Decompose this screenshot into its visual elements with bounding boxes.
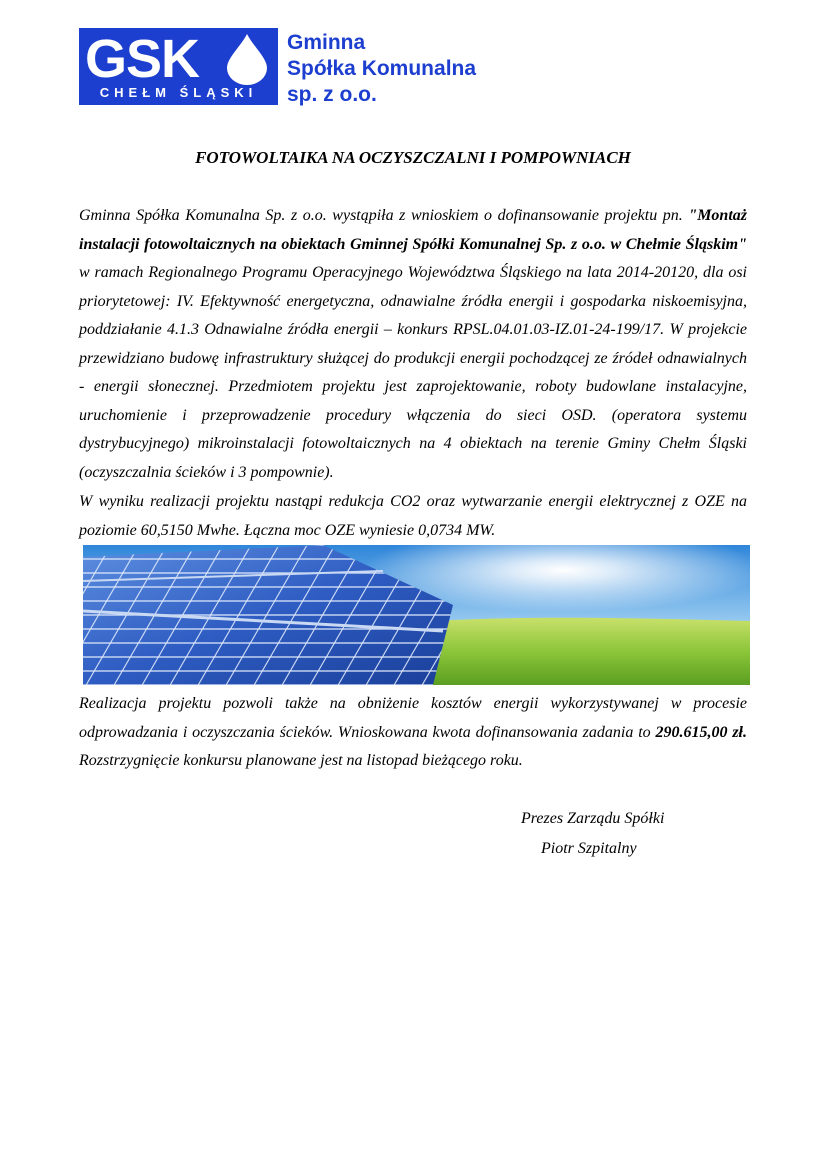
project-name: "Montaż instalacji fotowoltaicznych na obiektach Gminnej Spółki Komunalnej Sp. z o.o. w Chełmie Śląskim": [79, 207, 747, 253]
solar-panels-photo: [83, 545, 750, 685]
company-name-line: sp. z o.o.: [287, 83, 377, 106]
paragraph-text: w ramach Regionalnego Programu Operacyjnego Województwa Śląskiego na lata 2014-20120, dla osi priorytetowej: IV. Efektywność energetyczna, odnawialne źródła energii i gospodarka niskoemisyjna, poddziałanie 4.1.3 Odnawialne źródła energii – konkurs RPSL.04.01.03-IZ.01-24-199/17. W projekcie przewidziano budowę infrastruktury służącej do produkcji energii pochodzącej ze źródeł odnawialnych - energii słonecznej. Przedmiotem projektu jest zaprojektowanie, roboty budowlane instalacyjne, uruchomienie i przeprowadzenie procedury włączenia do sieci OSD. (operatora systemu dystrybucyjnego) mikroinstalacji fotowoltaicznych na 4 obiektach na terenie Gminy Chełm Śląski (oczyszczalnia ścieków i 3 pompownie).: [79, 264, 747, 481]
paragraph-cost-savings: [79, 690, 747, 776]
funding-amount: 290.615,00 zł.: [655, 723, 747, 741]
logo-town: CHEŁM ŚLĄSKI: [99, 85, 258, 100]
company-name-line: Gminna: [287, 31, 366, 54]
company-name: [287, 30, 476, 108]
paragraph-text: Realizacja projektu pozwoli także na obniżenie kosztów energii wykorzystywanej w procesie odprowadzania i oczyszczania ścieków. Wnioskowana kwota dofinansowania zadania to: [79, 695, 747, 741]
logo-abbreviation: GSK: [85, 29, 200, 89]
paragraph-text: Gminna Spółka Komunalna Sp. z o.o. wystąpiła z wnioskiem o dofinansowanie projektu pn.: [79, 207, 689, 224]
paragraph-project-description: [79, 202, 747, 487]
paragraph-text: Rozstrzygnięcie konkursu planowane jest na listopad bieżącego roku.: [79, 752, 523, 769]
paragraph-results: W wyniku realizacji projektu nastąpi redukcja CO2 oraz wytwarzanie energii elektrycznej z OZE na poziomie 60,5150 Mwhe. Łączna moc OZE wyniesie 0,0734 MW.: [79, 493, 747, 539]
company-logo: [79, 28, 278, 105]
document-title: FOTOWOLTAIKA NA OCZYSZCZALNI I POMPOWNIACH: [195, 148, 631, 167]
signature-role: Prezes Zarządu Spółki: [521, 810, 665, 827]
water-drop-icon: [223, 32, 271, 86]
signature-name: Piotr Szpitalny: [541, 840, 637, 857]
company-name-line: Spółka Komunalna: [287, 57, 477, 80]
